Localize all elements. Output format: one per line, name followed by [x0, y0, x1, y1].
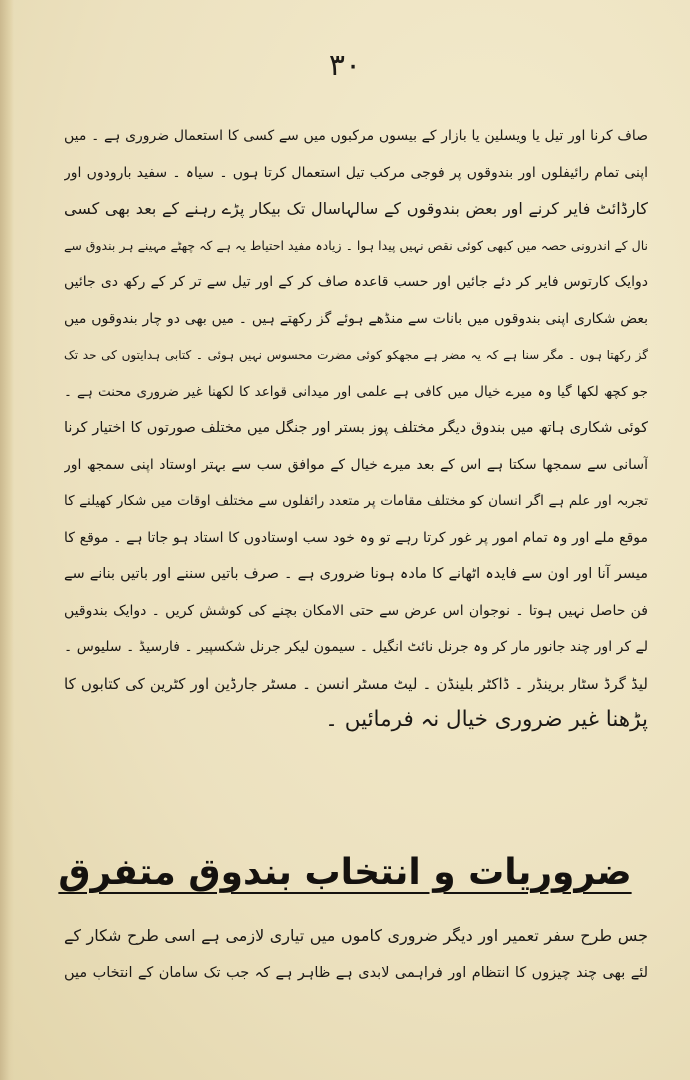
main-paragraph [64, 118, 648, 739]
text-line: بعض شکاری اپنی بندوقوں میں بانات سے منڈھے ہوئے گز رکھتے ہیں ۔ میں بھی دو چار بندوقوں میں [64, 310, 648, 327]
text-line: دوایک کارتوس فایر کر دئے جائیں اور حسب قاعدہ صاف کر کے اور تیل سے تر کر کے رکھ دی جائیں [64, 274, 648, 290]
text-line: جو کچھ لکھا گیا وہ میرے خیال میں کافی ہے علمی اور میدانی قواعد کا لکھنا غیر ضروری محنت ہے ۔ [64, 383, 648, 400]
text-line: کارڈائٹ فایر کرنے اور بعض بندوقوں کے سالہاسال تک بیکار پڑے رہنے کے بعد بھی کسی [64, 199, 648, 218]
text-line: گز رکھتا ہوں ۔ مگر سنا ہے کہ یہ مضر ہے مجھکو کوئی مضرت محسوس نہیں ہوئی ۔ کتابی ہدایتوں کی حد تک [64, 348, 648, 362]
text-line: اپنی تمام رائیفلوں اور بندوقوں پر فوجی مرکب تیل استعمال کرتا ہوں ۔ سیاہ ۔ سفید بارودوں اور [64, 164, 648, 181]
text-line: جس طرح سفر تعمیر اور دیگر ضروری کاموں میں تیاری لازمی ہے اسی طرح شکار کے [64, 926, 648, 945]
page-number: ۳۰ [328, 48, 362, 83]
text-line: لیڈ گرڈ سٹار برینڈر ۔ ڈاکٹر بلینڈن ۔ لیٹ مسٹر انسن ۔ مسٹر جارڈین اور کٹرین کی کتابوں کا [64, 674, 648, 693]
text-line: فن حاصل نہیں ہوتا ۔ نوجوان اس عرض سے حتی الامکان بچنے کی کوشش کریں ۔ دوایک بندوقیں [64, 602, 648, 619]
text-line: نال کے اندرونی حصہ میں کبھی کوئی نقص نہیں پیدا ہوا ۔ زیادہ مفید احتیاط یہ ہے کہ چھٹے مہینے ہر بندوق سے [64, 237, 648, 253]
text-line: آسانی سے سمجھا سکتا ہے اس کے بعد میرے خیال کے موافق سب سے بہتر اوستاد اپنی سمجھ اور [64, 456, 648, 473]
text-line: تجربہ اور علم ہے اگر انسان کو مختلف مقامات پر متعدد رائفلوں سے مختلف اوقات میں شکار کھیلنے کا [64, 493, 648, 509]
text-line: لئے بھی چند چیزوں کا انتظام اور فراہمی لابدی ہے ظاہر ہے کہ جب تک سامان کے انتخاب میں [64, 964, 648, 981]
text-line: صاف کرنا اور تیل یا ویسلین یا بازار کے بیسوں مرکبوں میں سے کسی کا استعمال ضروری ہے ۔ میں [64, 128, 648, 144]
text-line: لے کر اور چند جانور مار کر وہ جرنل نائٹ انگیل ۔ سیمون لیکر جرنل شکسپیر ۔ فارسیڈ ۔ سلیوس ۔ [64, 639, 648, 655]
second-paragraph [64, 918, 648, 991]
text-line: پڑھنا غیر ضروری خیال نہ فرمائیں ۔ [325, 707, 648, 732]
page-spine-shadow [0, 0, 14, 1080]
text-line: میسر آنا اور اون سے فایدہ اٹھانے کا مادہ ہونا ضروری ہے ۔ صرف باتیں سننے اور باتیں بنانے سے [64, 566, 648, 582]
text-line: موقع ملے اور وہ تمام امور پر غور کرتا رہے تو وہ خود سب اوستادوں کا استاد ہو جاتا ہے ۔ موقع کا [64, 529, 648, 546]
text-line: کوئی شکاری ہاتھ میں بندوق دیگر مختلف پوز بستر اور جنگل میں مختلف صورتوں کا اختیار کرنا [64, 420, 648, 436]
section-heading: ضروریات و انتخاب بندوق متفرق [58, 852, 632, 893]
